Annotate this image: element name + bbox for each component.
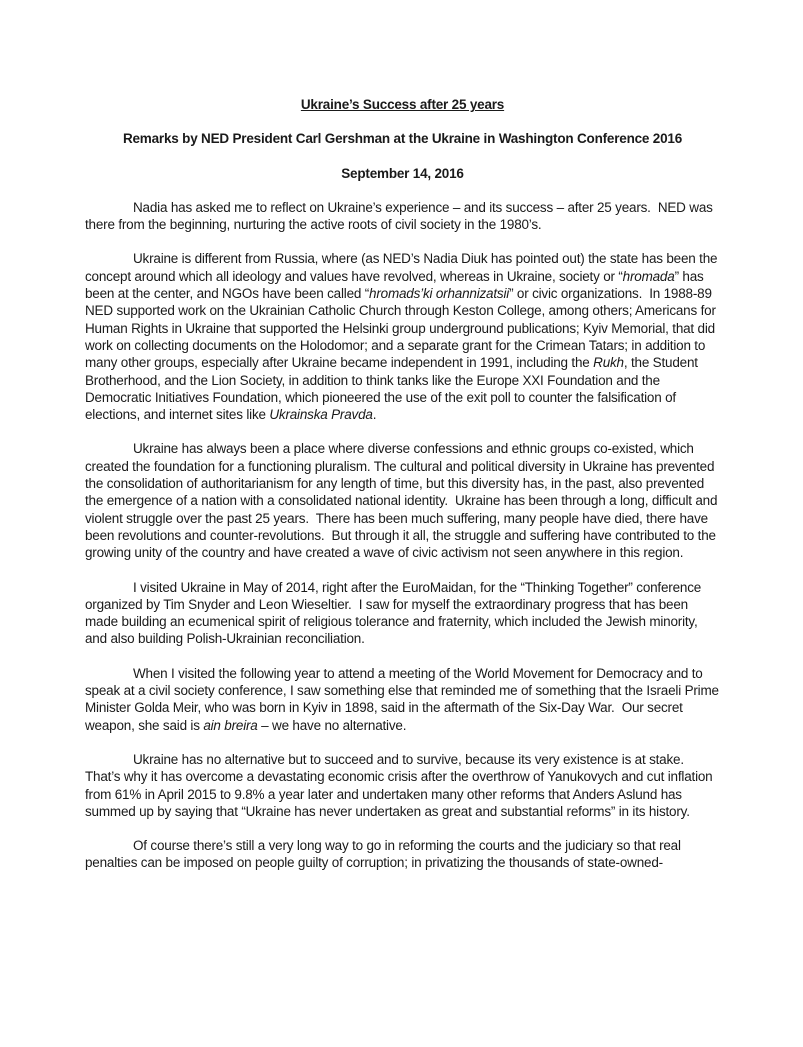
italic-text-run: hromada — [622, 268, 675, 284]
text-run: ” or civic organizations. In 1988-89 NED supported work on the Ukrainian Catholic Church through Keston College, among others; Americans for Human Rights in Ukraine that supported the Helsinki group underground publications; Kyiv Memorial, that did work on collecting documents on the Holodomor; and a separate grant for the Crimean Tatars; in addition to many other groups, especially after Ukraine became independent in 1991, including the — [85, 286, 720, 371]
text-run: I visited Ukraine in May of 2014, right after the EuroMaidan, for the “Thinking Together” conference organized by Tim Snyder and Leon Wieseltier. I saw for myself the extraordinary progress that has been made building an ecumenical spirit of religious tolerance and fraternity, which included the Jewish minority, and also building Polish-Ukrainian reconciliation. — [85, 579, 705, 647]
paragraph — [85, 665, 723, 734]
italic-text-run: ain breira — [203, 717, 258, 733]
paragraph — [85, 199, 720, 234]
text-run: Of course there’s still a very long way to go in reforming the courts and the judiciary so that real penalties can be imposed on people guilty of corruption; in privatizing the thousands of state-owned- — [85, 838, 685, 871]
text-run: Ukraine has always been a place where diverse confessions and ethnic groups co-existed, which created the foundation for a functioning pluralism. The cultural and political diversity in Ukraine has prevented the consolidation of authoritarianism for any length of time, but this diversity has, in the past, also prevented the emergence of a nation with a consolidated national identity. Ukraine has been through a long, difficult and violent struggle over the past 25 years. There has been much suffering, many people have died, there have been revolutions and counter-revolutions. But through it all, the struggle and suffering have contributed to the growing unity of the country and have created a wave of civic activism not seen anywhere in this region. — [85, 441, 721, 561]
paragraph — [85, 250, 720, 423]
paragraph — [85, 579, 720, 648]
italic-text-run: hromads’ki orhannizatsii — [369, 286, 510, 302]
text-run: ” has been at the center, and NGOs have been called “ — [85, 268, 708, 302]
text-run: , the Student Brotherhood, and the Lion Society, in addition to think tanks like the Europe XXI Foundation and the Democratic Initiatives Foundation, which pioneered the use of the exit poll to counter the falsification of elections, and internet sites like — [85, 355, 702, 423]
text-run: – we have no alternative. — [257, 717, 407, 733]
text-run: Ukraine is different from Russia, where (as NED’s Nadia Diuk has pointed out) the state has been the concept around which all ideology and values have revolved, whereas in Ukraine, society or “ — [85, 251, 721, 284]
paragraph — [85, 837, 720, 872]
text-run: Ukraine has no alternative but to succeed and to survive, because its very existence is at stake. That’s why it has overcome a devastating economic crisis after the overthrow of Yanukovych and cut inflation from 61% in April 2015 to 9.8% a year later and undertaken many other reforms that Anders Aslund has summed up by saying that “Ukraine has never undertaken as great and substantial reforms” in its history. — [85, 751, 717, 819]
document-date: September 14, 2016 — [341, 165, 464, 181]
italic-text-run: Ukrainska Pravda — [269, 407, 373, 423]
paragraph — [85, 440, 720, 561]
paragraph — [85, 751, 720, 820]
document-title: Ukraine’s Success after 25 years — [300, 97, 505, 112]
italic-text-run: Rukh — [593, 355, 624, 371]
document-subtitle: Remarks by NED President Carl Gershman at the Ukraine in Washington Conference 2016 — [122, 131, 683, 147]
document-body — [85, 199, 723, 872]
text-run: . — [372, 407, 377, 423]
text-run: When I visited the following year to attend a meeting of the World Movement for Democracy and to speak at a civil society conference, I saw something else that reminded me of something that the Israeli Prime Minister Golda Meir, who was born in Kyiv in 1898, said in the aftermath of the Six-Day War. Our secret weapon, she said is — [85, 665, 723, 733]
text-run: Nadia has asked me to reflect on Ukraine’s experience – and its success – after 25 years. NED was there from the beginning, nurturing the active roots of civil society in the 1980’s. — [85, 199, 717, 233]
